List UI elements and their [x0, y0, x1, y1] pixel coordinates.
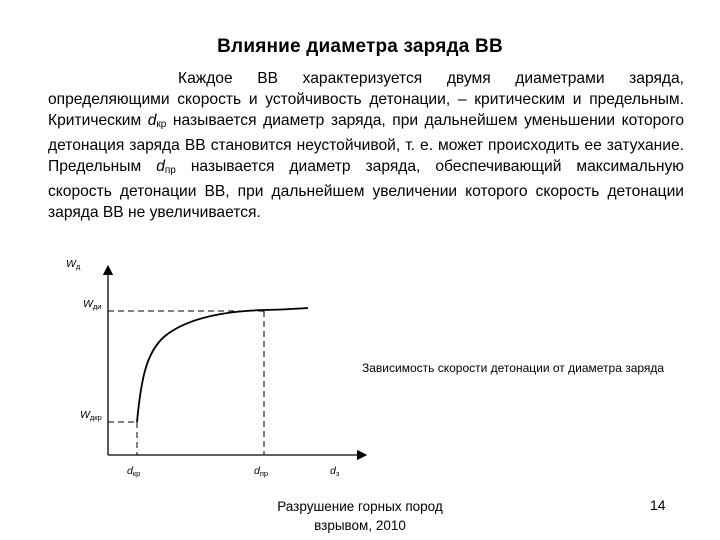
x-axis-label: $d_з$	[330, 465, 340, 478]
paragraph-text-1: Каждое ВВ характеризуется двумя диаметрами заряда, определяющими скорость и устойчивость детонации, – критическим и предельным. Критическим	[48, 70, 684, 129]
page-number: 14	[650, 497, 666, 513]
w-di-label: $W_{ди}$	[83, 298, 102, 311]
d-pr-label: $d_{пр}$	[254, 465, 269, 478]
d-kr-label: $d_{кр}$	[127, 465, 141, 478]
chart-caption: Зависимость скорости детонации от диаметра заряда	[362, 361, 665, 375]
footer-text: Разрушение горных пород взрывом, 2010	[277, 499, 443, 533]
critical-diameter-symbol: d	[147, 112, 157, 129]
paragraph-text-2: называется диаметр заряда, при дальнейшем уменьшении которого детонация заряда ВВ становится неустойчивой, т. е. может происходить ее затухание. Предельным	[48, 112, 684, 175]
velocity-curve	[137, 308, 308, 422]
limit-diameter-symbol: d	[156, 158, 165, 175]
critical-diameter-subscript: кр	[156, 119, 167, 130]
w-dkr-label: $W_{дкр}$	[80, 409, 102, 422]
y-axis-label: $W_д$	[66, 258, 81, 271]
slide-title: Влияние диаметра заряда ВВ	[217, 36, 503, 57]
limit-diameter-subscript: пр	[164, 165, 176, 176]
paragraph-text-3: называется диаметр заряда, обеспечивающий максимальную скорость детонации ВВ, при дальнейшем увеличении которого скорость детонации заряда ВВ не увеличивается.	[48, 158, 684, 221]
